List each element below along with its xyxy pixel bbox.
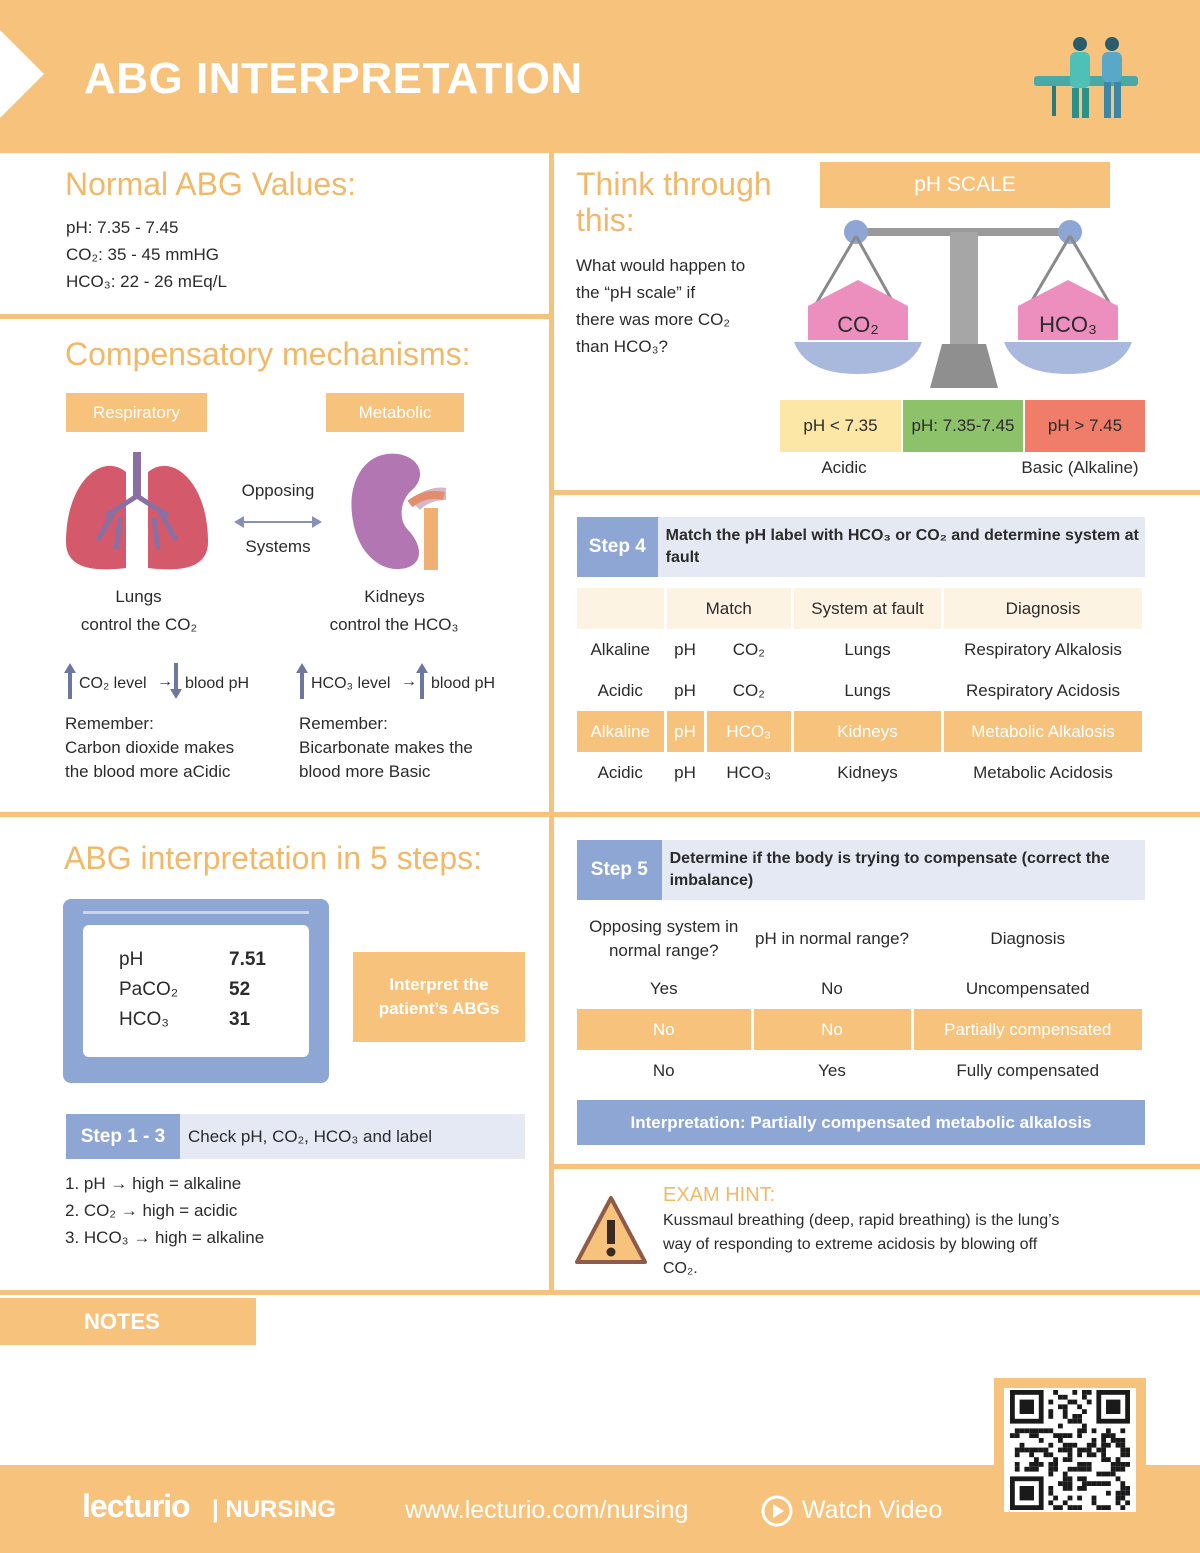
divider (0, 812, 1200, 817)
step4-text: Match the pH label with HCO₃ or CO₂ and determine system at fault (665, 527, 1139, 566)
table-row: Acidic pH CO₂ Lungs Respiratory Acidosis (577, 670, 1144, 711)
step13-text: Check pH, CO₂, HCO₃ and label (188, 1126, 433, 1146)
normal-values-title: Normal ABG Values: (65, 166, 357, 202)
systems-label: Systems (245, 537, 311, 556)
ph-range-basic: pH > 7.45 (1025, 400, 1145, 452)
normal-value-co2: CO₂: 35 - 45 mmHG (66, 245, 220, 264)
ph-range-acidic: pH < 7.35 (780, 400, 901, 452)
ph-scale-title: pH SCALE (820, 162, 1110, 208)
lungs-label: Lungs (115, 587, 162, 606)
opposing-label: Opposing (241, 481, 315, 500)
step13-label: Step 1 - 3 (66, 1114, 180, 1159)
arrow-right-icon: → (401, 673, 417, 690)
list-item: 1. pH → high = alkaline (65, 1174, 242, 1193)
list-item: 2. CO₂ → high = acidic (65, 1201, 238, 1220)
five-steps-title: ABG interpretation in 5 steps: (64, 840, 482, 876)
rule-left-co2: CO₂ level (79, 675, 147, 692)
step4-table (577, 588, 1145, 793)
respiratory-tag: Respiratory (66, 393, 207, 432)
table-row: Match System at fault Diagnosis (577, 588, 1144, 629)
kidneys-label: Kidneys (364, 587, 425, 606)
kidneys-control-label: control the HCO₃ (329, 615, 459, 634)
list-item: 3. HCO₃ → high = alkaline (65, 1228, 265, 1247)
acidic-label: Acidic (821, 458, 867, 477)
monitor-frame (63, 899, 329, 1083)
play-icon[interactable] (760, 1494, 794, 1528)
divider (554, 1164, 1200, 1169)
lecturio-logo: lecturio (82, 1488, 190, 1524)
remember-left: Remember: Carbon dioxide makes the blood more aCidic (65, 714, 235, 781)
step13-box (66, 1114, 525, 1159)
ph-range-normal: pH: 7.35-7.45 (903, 400, 1023, 452)
divider (554, 490, 1200, 495)
basic-label: Basic (Alkaline) (1021, 458, 1139, 477)
lungs-control-label: control the CO₂ (80, 615, 198, 634)
page-title: ABG INTERPRETATION (84, 54, 583, 103)
co2-pan-label: CO₂ (837, 312, 879, 337)
table-row: Alkaline pH HCO₃ Kidneys Metabolic Alkalosis (577, 711, 1144, 752)
interpret-box: Interpret the patient’s ABGs (353, 952, 525, 1042)
monitor-screen: pH 7.51 PaCO₂ 52 HCO₃ 31 (83, 925, 309, 1057)
hint-text: Kussmaul breathing (deep, rapid breathing) is the lung’s way of responding to extreme acidosis by blowing off CO₂. (663, 1212, 1060, 1277)
step5-box (577, 840, 1145, 900)
warning-icon (575, 1194, 647, 1266)
header-chevron-icon (0, 0, 50, 148)
metabolic-tag: Metabolic (326, 393, 464, 432)
table-row: Opposing system in normal range? pH in normal range? Diagnosis (577, 910, 1144, 968)
arrow-up-icon (296, 663, 308, 699)
compensatory-title: Compensatory mechanisms: (65, 336, 471, 372)
think-question: What would happen to the “pH scale” if there was more CO₂ than HCO₃? (576, 256, 746, 356)
watch-video-link[interactable]: Watch Video (802, 1496, 943, 1524)
think-title: Think through this: (576, 166, 772, 238)
step5-text: Determine if the body is trying to compensate (correct the imbalance) (669, 850, 1110, 889)
step4-label: Step 4 (577, 517, 658, 577)
table-row: Alkaline pH CO₂ Lungs Respiratory Alkalosis (577, 629, 1144, 670)
divider (0, 1290, 1200, 1295)
arrow-up-icon (64, 663, 76, 699)
arrow-down-icon (170, 663, 182, 699)
rule-right-ph: blood pH (431, 675, 496, 692)
table-row: Yes No Uncompensated (577, 968, 1144, 1009)
table-row: Acidic pH HCO₃ Kidneys Metabolic Acidosis (577, 752, 1144, 793)
notes-label: NOTES (0, 1298, 256, 1345)
step13-list (65, 1170, 264, 1251)
double-arrow-icon (234, 512, 322, 532)
step5-label: Step 5 (577, 840, 662, 900)
hco3-pan-label: HCO₃ (1039, 312, 1097, 337)
rule-left-ph: blood pH (185, 675, 250, 692)
table-row: No Yes Fully compensated (577, 1050, 1144, 1091)
balance-scale-icon (790, 214, 1140, 394)
hint-title: EXAM HINT: (663, 1184, 776, 1206)
divider (0, 148, 1200, 153)
table-row: No No Partially compensated (577, 1009, 1144, 1050)
nursing-label: | NURSING (212, 1496, 337, 1523)
normal-values-list (66, 214, 227, 295)
arrow-up-icon (416, 663, 428, 699)
website-link[interactable]: www.lecturio.com/nursing (405, 1496, 689, 1524)
step4-box (577, 517, 1145, 577)
rule-right-hco3: HCO₃ level (311, 675, 391, 692)
normal-value-ph: pH: 7.35 - 7.45 (66, 218, 179, 237)
divider (0, 314, 549, 319)
lungs-icon (62, 452, 212, 576)
remember-right: Remember: Bicarbonate makes the blood more Basic (299, 714, 473, 781)
interpretation-banner: Interpretation: Partially compensated metabolic alkalosis (577, 1100, 1145, 1145)
kidney-icon (348, 450, 452, 574)
normal-value-hco3: HCO₃: 22 - 26 mEq/L (66, 272, 227, 291)
doctors-icon (1028, 34, 1144, 124)
step5-table (577, 910, 1145, 1091)
divider (549, 148, 554, 1294)
qr-code-icon[interactable] (1004, 1388, 1136, 1512)
arrow-right-icon: → (157, 673, 173, 690)
